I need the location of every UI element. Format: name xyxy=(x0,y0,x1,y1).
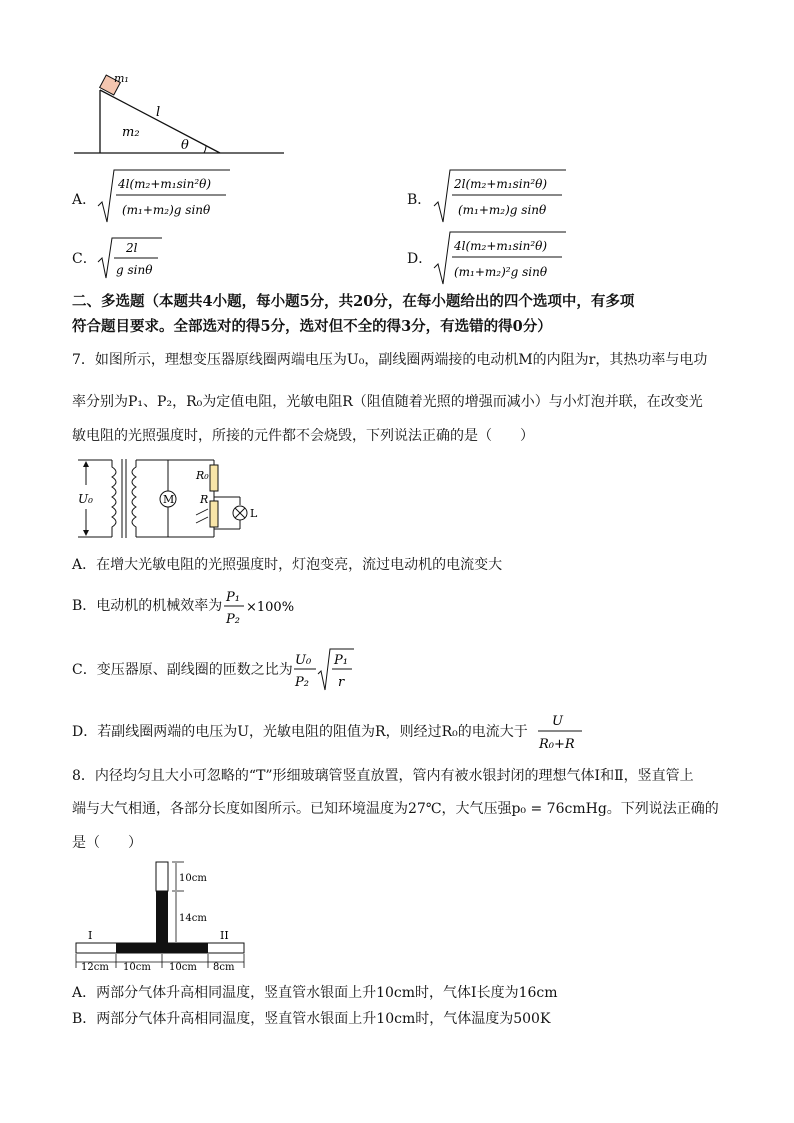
label-l: l xyxy=(156,105,161,120)
svg-text:P₁: P₁ xyxy=(226,590,240,605)
photoresistor-r xyxy=(210,501,218,527)
q7-circuit-figure xyxy=(72,453,272,543)
label-r0: R₀ xyxy=(196,469,209,482)
label-theta: θ xyxy=(181,138,189,153)
svg-text:R₀+R: R₀+R xyxy=(539,737,575,752)
q8-option-b: B．两部分气体升高相同温度，竖直管水银面上升10cm时，气体温度为500K xyxy=(72,1011,551,1027)
q7-option-b-formula xyxy=(222,584,302,628)
motor-m-label: M xyxy=(163,493,175,506)
q7-stem-line2: 率分别为P₁、P₂，R₀为定值电阻，光敏电阻R（阻值随着光照的增强而减小）与小灯泡并联，在改变光 xyxy=(72,394,703,410)
incline-figure xyxy=(70,70,290,158)
svg-text:P₂: P₂ xyxy=(295,675,309,690)
q6-option-c-letter: C． xyxy=(72,251,97,267)
label-r: R xyxy=(200,493,209,506)
dim-8cm: 8cm xyxy=(213,962,235,973)
dim-10cm-right: 10cm xyxy=(169,962,197,973)
label-m1: m₁ xyxy=(114,72,129,85)
svg-text:2l(m₂+m₁sin²θ): 2l(m₂+m₁sin²θ) xyxy=(454,177,548,191)
dim-12cm: 12cm xyxy=(81,962,109,973)
q8-stem-line2: 端与大气相通，各部分长度如图所示。已知环境温度为27℃，大气压强p₀ = 76cmHg。下列说法正确的 xyxy=(72,801,719,817)
section2-heading-line2: 符合题目要求。全部选对的得5分，选对但不全的得3分，有选错的得0分） xyxy=(72,318,552,335)
mercury-column-vertical xyxy=(156,891,168,943)
dim-10cm-left: 10cm xyxy=(123,962,151,973)
q8-option-a: A．两部分气体升高相同温度，竖直管水银面上升10cm时，气体Ⅰ长度为16cm xyxy=(72,985,558,1001)
q7-option-c-prefix: C．变压器原、副线圈的匝数之比为 xyxy=(72,662,293,678)
svg-text:U: U xyxy=(552,714,563,729)
q6-option-b-letter: B． xyxy=(407,192,432,208)
svg-text:r: r xyxy=(338,675,345,690)
q7-option-d-prefix: D．若副线圈两端的电压为U，光敏电阻的阻值为R，则经过R₀的电流大于 xyxy=(72,724,528,740)
resistor-r0 xyxy=(210,465,218,491)
dim-mid-14cm: 14cm xyxy=(179,913,207,924)
q6-option-c-formula xyxy=(96,234,166,282)
q8-stem-line3: 是（ ） xyxy=(72,835,142,851)
q7-stem-line3: 敏电阻的光照强度时，所接的元件都不会烧毁，下列说法正确的是（ ） xyxy=(72,428,534,444)
q7-option-a: A．在增大光敏电阻的光照强度时，灯泡变亮，流过电动机的电流变大 xyxy=(72,557,503,573)
q7-option-d-formula xyxy=(536,708,586,754)
q7-stem-line1: 7．如图所示，理想变压器原线圈两端电压为U₀，副线圈两端接的电动机M的内阻为r，其热功率与电功 xyxy=(72,352,708,368)
svg-text:(m₁+m₂)g sinθ: (m₁+m₂)g sinθ xyxy=(122,203,211,217)
q8-t-tube-figure xyxy=(72,858,252,973)
mercury-column-horizontal xyxy=(116,943,208,953)
q6-option-a-letter: A． xyxy=(72,192,97,208)
svg-text:g sinθ: g sinθ xyxy=(116,263,153,277)
label-u0: U₀ xyxy=(78,492,93,506)
svg-text:4l(m₂+m₁sin²θ): 4l(m₂+m₁sin²θ) xyxy=(454,239,548,253)
svg-text:U₀: U₀ xyxy=(295,653,312,668)
q7-option-b-prefix: B．电动机的机械效率为 xyxy=(72,598,223,614)
q6-option-b-formula xyxy=(432,166,568,226)
svg-text:(m₁+m₂)²g sinθ: (m₁+m₂)²g sinθ xyxy=(454,265,548,279)
svg-text:2l: 2l xyxy=(126,241,138,255)
gas-label-ii: II xyxy=(220,929,229,942)
label-m2: m₂ xyxy=(122,125,140,140)
svg-text:P₁: P₁ xyxy=(334,653,348,668)
svg-text:×100%: ×100% xyxy=(246,600,295,615)
q6-option-d-letter: D． xyxy=(407,251,433,267)
q8-stem-line1: 8．内径均匀且大小可忽略的“T”形细玻璃管竖直放置，管内有被水银封闭的理想气体Ⅰ和Ⅱ，竖直管上 xyxy=(72,768,694,784)
dim-top-10cm: 10cm xyxy=(179,873,207,884)
gas-label-i: I xyxy=(88,929,93,942)
q6-option-a-formula xyxy=(96,166,232,226)
svg-text:4l(m₂+m₁sin²θ): 4l(m₂+m₁sin²θ) xyxy=(118,177,212,191)
q7-option-c-formula xyxy=(292,646,362,694)
q6-option-d-formula xyxy=(432,228,568,288)
svg-text:(m₁+m₂)g sinθ: (m₁+m₂)g sinθ xyxy=(458,203,547,217)
section2-heading-line1: 二、多选题（本题共4小题，每小题5分，共20分，在每小题给出的四个选项中，有多项 xyxy=(72,293,635,310)
svg-text:P₂: P₂ xyxy=(226,612,240,627)
label-lamp: L xyxy=(250,507,258,520)
